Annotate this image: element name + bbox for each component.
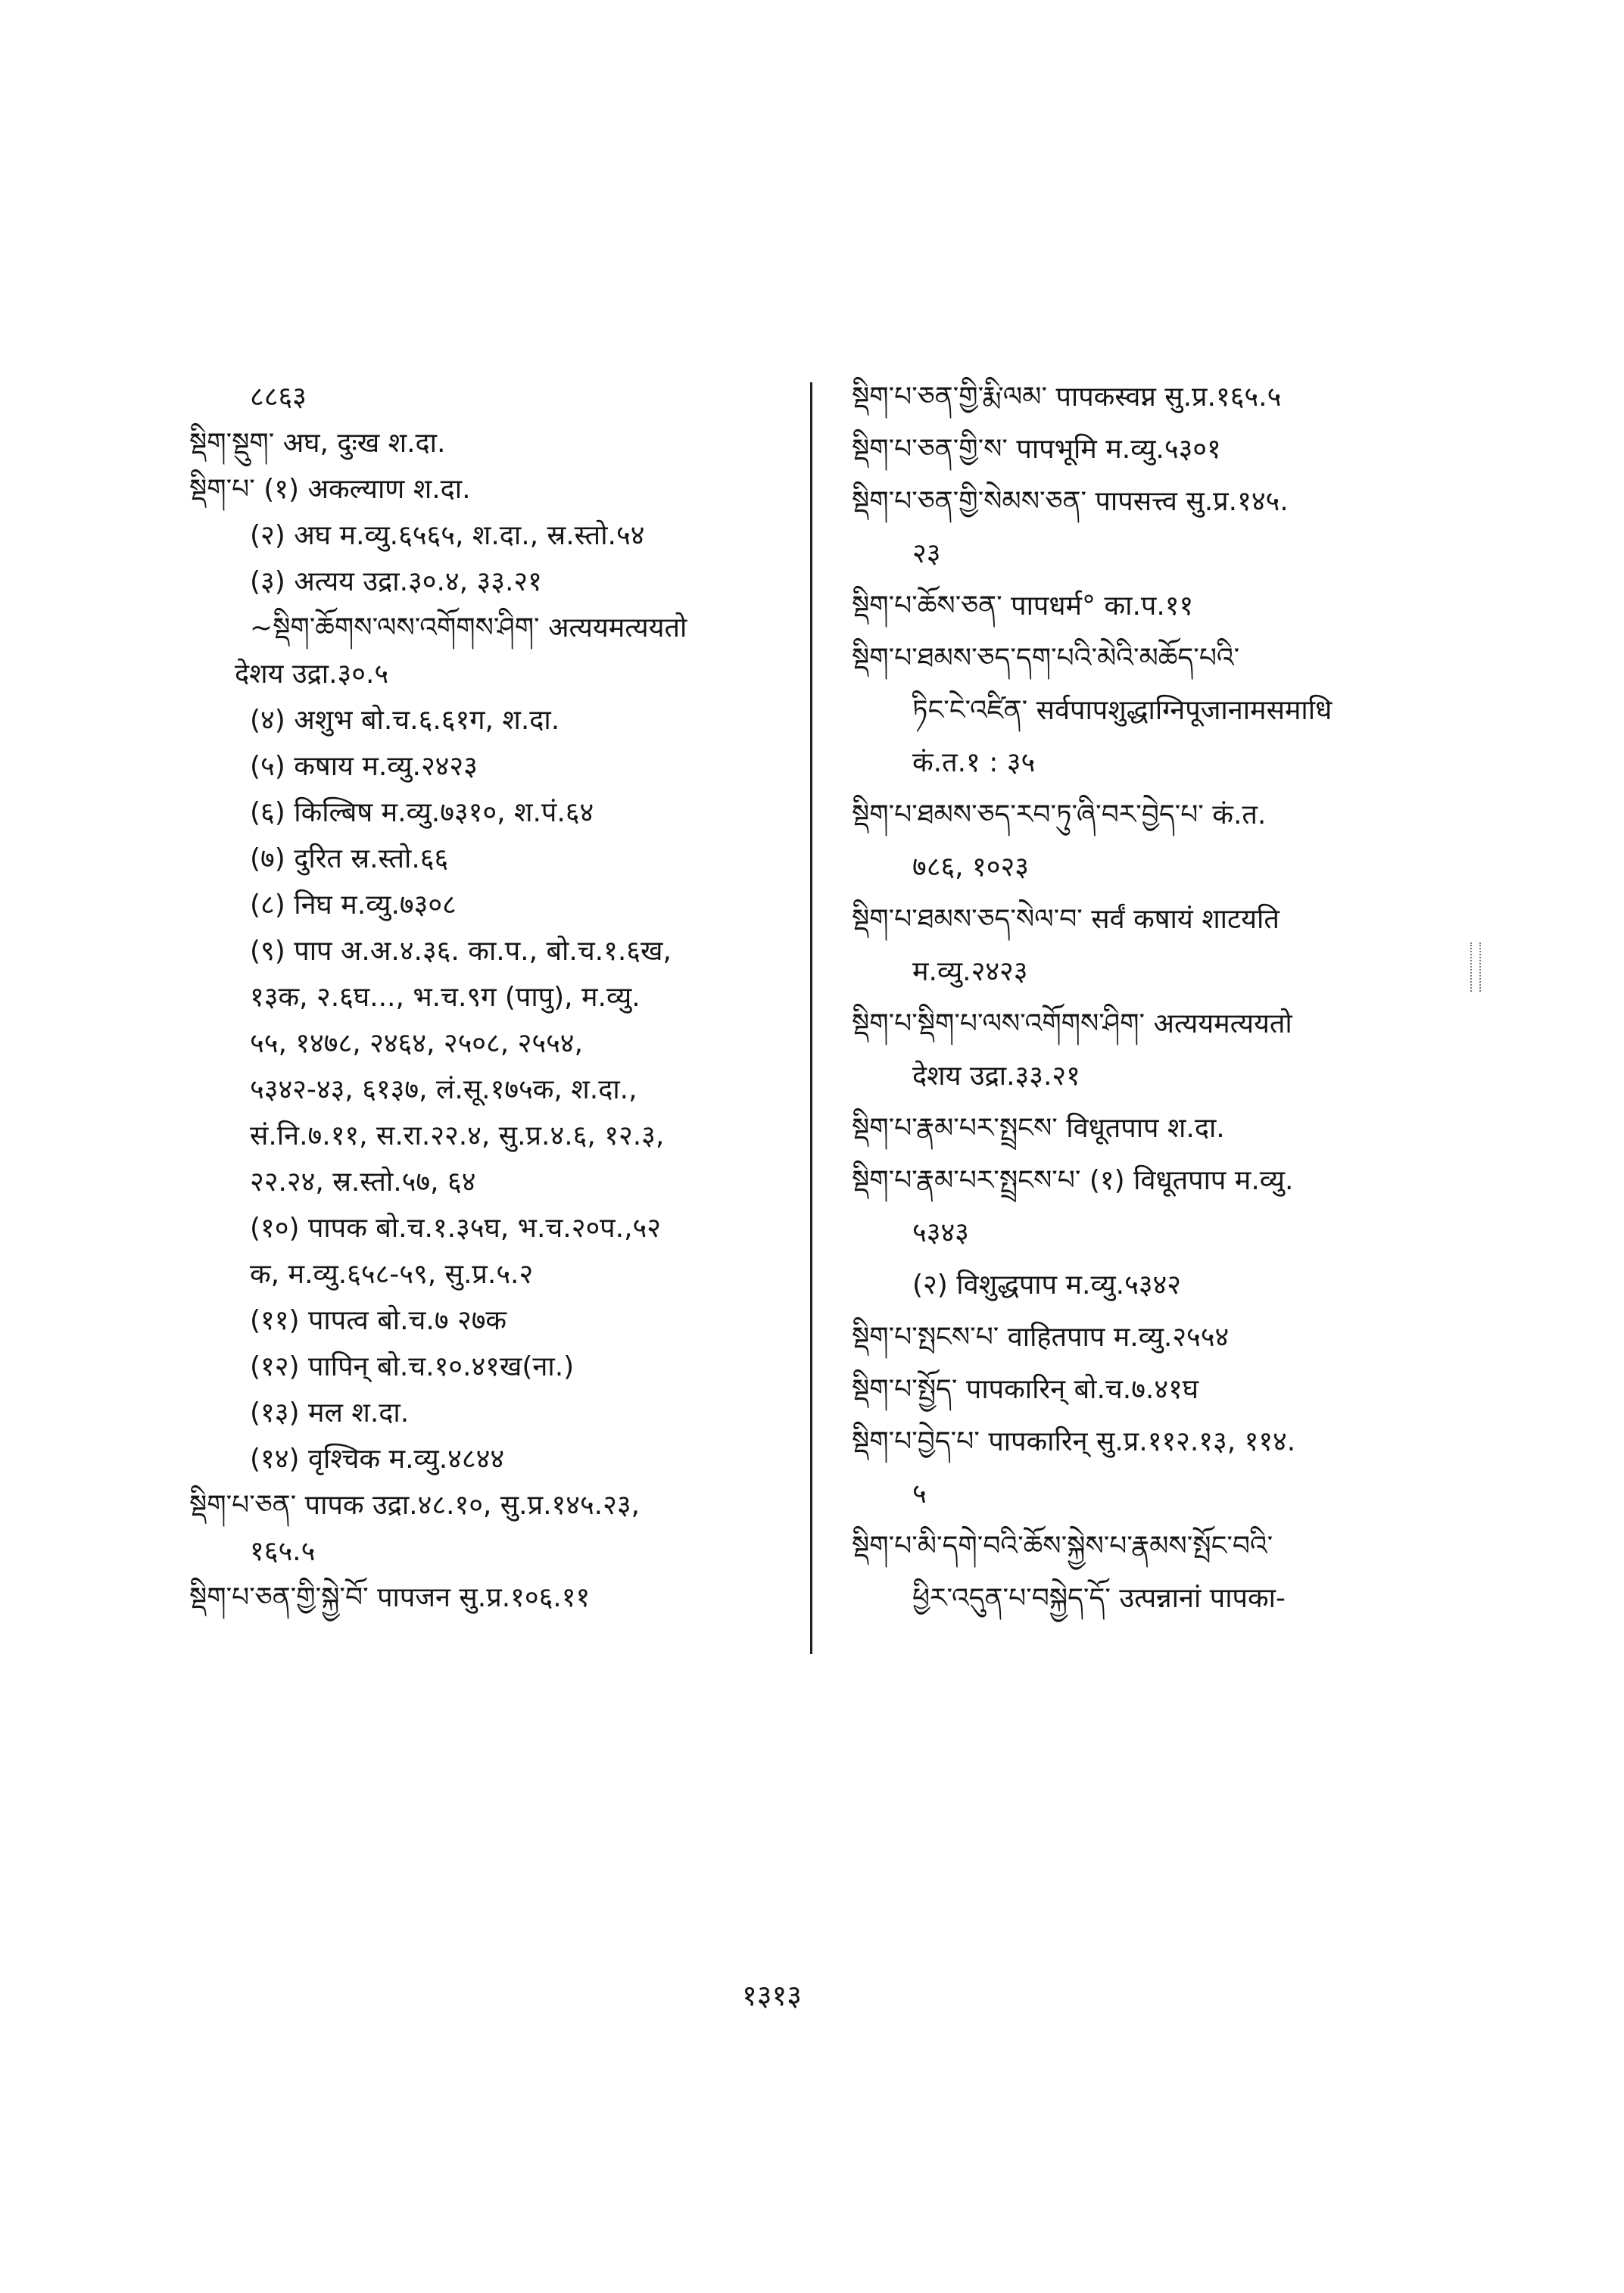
entry-line: (११) पापत्व बो.च.७ २७क xyxy=(250,1305,507,1336)
entry-line: སྡིག་སྡུག་ अघ, दुःख श.दा. xyxy=(189,428,446,459)
entry-line: སྡིག་པ་ཅན་གྱི་སེམས་ཅན་ पापसत्त्व सु.प्र.१४५. xyxy=(852,486,1289,517)
entry-line: སྡིག་པ་ཐམས་ཅད་སེལ་བ་ सर्वं कषायं शाटयति xyxy=(852,904,1280,935)
entry-line: སྡིག་པ་སྡིག་པ་ལས་འགོགས་ཤིག་ अत्ययमत्ययतो xyxy=(852,1008,1292,1039)
entry-line: (१२) पापिन् बो.च.१०.४१ख(ना.) xyxy=(250,1351,575,1382)
margin-mark xyxy=(1470,942,1481,992)
entry-line: ५३४२-४३, ६१३७, लं.सू.१७५क, श.दा., xyxy=(250,1074,637,1105)
entry-line: (१०) पापक बो.च.१.३५घ, भ.च.२०प.,५२ xyxy=(250,1213,661,1244)
entry-line: སྡིག་པ་ཆོས་ཅན་ पापधर्म° का.प.११ xyxy=(852,590,1194,622)
entry-line: སྡིག་པ་ཅན་གྱི་ས་ पापभूमि म.व्यु.५३०१ xyxy=(852,434,1221,465)
entry-line: कं.त.१ : ३५ xyxy=(912,747,1036,778)
entry-line: (५) कषाय म.व्यु.२४२३ xyxy=(250,751,478,782)
entry-line: (३) अत्यय उद्रा.३०.४, ३३.२१ xyxy=(250,566,542,597)
entry-line: सं.नि.७.११, स.रा.२२.४, सु.प्र.४.६, १२.३, xyxy=(250,1120,665,1151)
entry-line: २२.२४, स्र.स्तो.५७, ६४ xyxy=(250,1167,476,1198)
entry-line: (४) अशुभ बो.च.६.६१ग, श.दा. xyxy=(250,705,560,736)
entry-line: སྡིག་པ་ཐམས་ཅད་དག་པའི་མེའི་མཆོད་པའི་ xyxy=(852,643,1240,674)
entry-line: (१४) वृश्चिक म.व्यु.४८४४ xyxy=(250,1444,505,1475)
entry-line: म.व्यु.२४२३ xyxy=(912,956,1028,987)
entry-line: (७) दुरित स्र.स्तो.६६ xyxy=(250,843,449,874)
entry-line: སྡིག་པ་རྣམ་པར་སྤྲངས་པ་ (१) विधूतपाप म.व्यु. xyxy=(852,1165,1294,1196)
entry-line: སྡིག་པ་སྤངས་པ་ वाहितपाप म.व्यु.२५५४ xyxy=(852,1322,1230,1353)
entry-line: (९) पाप अ.अ.४.३६. का.प., बो.च.१.६ख, xyxy=(250,936,672,967)
column-divider xyxy=(810,382,812,1654)
entry-line: ५५, १४७८, २४६४, २५०८, २५५४, xyxy=(250,1028,583,1059)
entry-line: ८८६३ xyxy=(250,382,307,413)
entry-line: (२) अघ म.व्यु.६५६५, श.दा., स्र.स्तो.५४ xyxy=(250,520,645,551)
entry-line: १६५.५ xyxy=(250,1536,316,1567)
entry-line: (१३) मल श.दा. xyxy=(250,1397,410,1428)
entry-line: ཏིང་ངེ་འཛིན་ सर्वपापशुद्धाग्निपूजानामसमाधि xyxy=(912,695,1333,726)
entry-line: ५ xyxy=(912,1478,927,1509)
entry-line: སྡིག་པ་ཅན་གྱི་རྨི་ལམ་ पापकस्वप्न सु.प्र.१६५.५ xyxy=(852,382,1282,413)
entry-line: ५३४३ xyxy=(912,1217,969,1248)
entry-line: སྡིག་པ་ཐམས་ཅད་རབ་ཏུ་ཞི་བར་བྱེད་པ་ कं.त. xyxy=(852,799,1267,830)
entry-line: देशय उद्रा.३०.५ xyxy=(235,659,389,690)
page-number: १३१३ xyxy=(742,1979,803,2012)
entry-line: སྡིག་པ་ཅན་གྱི་སྐྱེ་བོ་ पापजन सु.प्र.१०६.११ xyxy=(189,1582,591,1613)
entry-line: ཕྱིར་འདུན་པ་བསྐྱེད་དོ་ उत्पन्नानां पापका- xyxy=(912,1583,1286,1614)
entry-line: देशय उद्रा.३३.२१ xyxy=(912,1061,1080,1092)
entry-line: १३क, २.६घ..., भ.च.९ग (पापु), म.व्यु. xyxy=(250,982,641,1013)
entry-line: སྡིག་པ་ (१) अकल्याण श.दा. xyxy=(189,474,471,505)
entry-line: སྡིག་པ་བྱེད་པ་ पापकारिन् सु.प्र.११२.१३, ११४. xyxy=(852,1426,1296,1457)
entry-line: སྡིག་པ་སྤྱོད་ पापकारिन् बो.च.७.४१घ xyxy=(852,1374,1199,1405)
entry-line: (८) निघ म.व्यु.७३०८ xyxy=(250,889,457,921)
entry-line: སྡིག་པ་ཅན་ पापक उद्रा.४८.१०, सु.प्र.१४५.२३, xyxy=(189,1490,640,1521)
entry-line: (६) किल्बिष म.व्यु.७३१०, श.पं.६४ xyxy=(250,797,594,828)
entry-line: २३ xyxy=(912,538,941,569)
entry-line: སྡིག་པ་མི་དགེ་བའི་ཆོས་སྐྱེས་པ་རྣམས་སྤོང་བའི་ xyxy=(852,1531,1273,1562)
entry-line: ~སྡིག་ཆོགས་ལས་འགོགས་ཤིག་ अत्ययमत्ययतो xyxy=(250,612,687,643)
entry-line: སྡིག་པ་རྣམ་པར་སྤྲངས་ विधूतपाप श.दा. xyxy=(852,1113,1225,1144)
entry-line: (२) विशुद्धपाप म.व्यु.५३४२ xyxy=(912,1270,1181,1301)
entry-line: क, म.व्यु.६५८-५९, सु.प्र.५.२ xyxy=(250,1259,534,1290)
entry-line: ७८६, १०२३ xyxy=(912,852,1029,883)
